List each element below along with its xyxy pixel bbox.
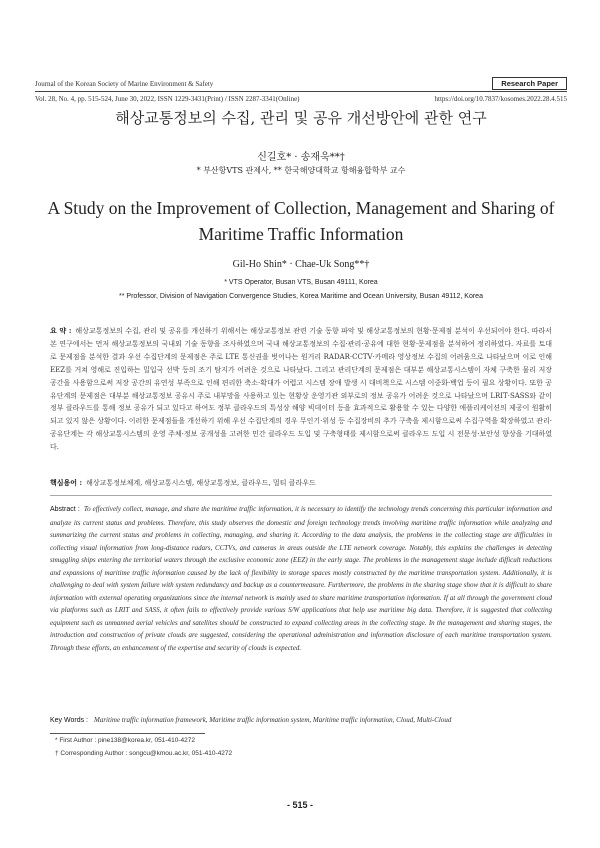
korean-abstract-text: 해상교통정보의 수집, 관리 및 공유를 개선하기 위해서는 해상교통정보 관련 기술 동향 파악 및 해상교통정보의 현황·문제점 분석이 우선되어야 한다. 따라서 본 연구에서는 먼저 해상교통정보의 국내외 기술 동향을 조사하였으며 국내 해상교통정보의 수집·관리·공유에 대한 현황·문제점을 분석하여 정리하였다. 자료를 토대로 문제점을 분석한 결과 우선 수집단계의 문제점은 주로 LTE 통신권을 벗어나는 원거리 RADAR·CCTV·카메라 영상정보 수집의 어려움으로 나타났으며 이로 인해 EEZ를 거쳐 영해로 진입하는 밀입국 선박 등의 조기 탐지가 어려운 것으로 나타났다. 그리고 관리단계의 문제점은 대부분 해상교통시스템이 자체 구축한 물리 저장 공간을 사용함으로써 저장 공간의 유연성 부족으로 인해 편리한 축소·확대가 어렵고 시스템 장애 발생 시 대비책으로 시스템 이중화·백업 등이 필요 상황이다. 또한 공유단계의 문제점은 대부분 해상교통정보 공유시 주로 내부망을 사용하고 있는 현황상 운영기관 외부로의 정보 공유가 어려운 것으로 나타났으며 LRIT·SASS와 같이 정부 클라우드를 통해 정보 공유가 되고 있다고 하여도 정부 클라우드의 특성상 해양 빅데이터 등을 효과적으로 활용할 수 있는 다양한 애플리케이션의 제공이 원활히 되고 있지 않은 상황이다. 이러한 문제점들을 개선하기 위해 우선 수집단계의 경우 무인기·위성 등 수집장비의 추가 구축을 제시함으로써 수집구역을 확장하였고 관리·공유단계는 각 해상교통시스템의 운영 주체·정보 공개성을 고려한 민간 클라우드 도입 및 구축형태를 제시함으로써 클라우드 도입 시 전문성·보안성 향상을 기대하였다. bbox=[50, 327, 553, 452]
korean-authors: 신길호* · 송재욱**† bbox=[257, 152, 345, 163]
english-affiliation-1: * VTS Operator, Busan VTS, Busan 49111, Korea bbox=[224, 279, 378, 286]
header-rule bbox=[35, 91, 567, 92]
english-keywords-text: Maritime traffic information framework, Maritime traffic information system, Maritime traffic information, Cloud, Multi-Cloud bbox=[94, 716, 452, 724]
english-abstract bbox=[50, 503, 552, 654]
volume-info: Vol. 28, No. 4, pp. 515-524, June 30, 2022, ISSN 1229-3431(Print) / ISSN 2287-3341(Online) bbox=[35, 95, 300, 103]
english-affiliation-2: ** Professor, Division of Navigation Convergence Studies, Korea Maritime and Ocean University, Busan 49112, Korea bbox=[119, 293, 483, 300]
english-authors: Gil-Ho Shin* · Chae-Uk Song**† bbox=[232, 259, 370, 270]
english-title: A Study on the Improvement of Collection, Management and Sharing of Maritime Traffic Information bbox=[47, 198, 555, 244]
korean-keywords-text: 해상교통정보체계, 해상교통시스템, 해상교통정보, 클라우드, 멀티 클라우드 bbox=[86, 479, 316, 487]
korean-affiliation: * 부산항VTS 관제사, ** 한국해양대학교 항해융합학부 교수 bbox=[196, 166, 406, 175]
korean-keywords-label: 핵심용어 : bbox=[50, 478, 83, 487]
journal-name: Journal of the Korean Society of Marine Environment & Safety bbox=[35, 80, 214, 88]
english-keywords bbox=[50, 716, 451, 724]
english-abstract-label: Abstract : bbox=[50, 506, 80, 513]
korean-keywords bbox=[50, 478, 552, 488]
korean-abstract-label: 요 약 : bbox=[50, 326, 72, 335]
korean-title: 해상교통정보의 수집, 관리 및 공유 개선방안에 관한 연구 bbox=[115, 109, 487, 127]
english-abstract-text: To effectively collect, manage, and share the maritime traffic information, it is necessary to identify the technology trends concerning this particular information and analyze its current status and problems. Therefore, this study observes the domestic and foreign technology trends involving maritime traffic information while analyzing and summarizing the current status and problems in collecting, managing, and sharing it. According to the data analysis, the problems in the collecting stage are difficulties in collecting visual information from long-distance radars, CCTVs, and cameras in areas outside the LTE network coverage. Notably, this explains the challenges in detecting smuggling ships entering the territorial waters through the exclusive economic zone (EEZ) in the early stage. The problems in the management stage include difficult reductions and expansions of maritime traffic information caused by the lack of flexibility in storage spaces mostly constructed by the maritime transportation system. Additionally, it is challenging to deal with system failure with system redundancy and backup as a countermeasure. Furthermore, the problems in the sharing stage show that it is difficult to share information with external operating organizations since the internal network is mainly used to share maritime transportation information. If at all through the government cloud via platforms such as LRIT and SASS, it often fails to effectively provide various S/W applications that help use maritime big data. Therefore, it is suggested that collecting equipment such as unmanned aerial vehicles and satellites should be constructed to expand collecting areas in the collecting stage. In the management and sharing stages, the introduction and construction of private clouds are suggested, considering the operational administration and information disclosure of each maritime transportation system. Through these efforts, an enhancement of the expertise and security of clouds is expected. bbox=[50, 505, 552, 652]
article-type-badge: Research Paper bbox=[492, 77, 567, 90]
korean-abstract bbox=[50, 325, 552, 454]
page-number: - 515 - bbox=[286, 800, 313, 810]
first-author-footnote: * First Author : pine138@korea.kr, 051-410-4272 bbox=[55, 737, 195, 744]
english-keywords-label: Key Words : bbox=[50, 717, 88, 724]
section-divider bbox=[50, 495, 552, 496]
corresponding-author-footnote: † Corresponding Author : songcu@kmou.ac.kr, 051-410-4272 bbox=[55, 750, 233, 757]
doi-link[interactable]: https://doi.org/10.7837/kosomes.2022.28.4.515 bbox=[434, 95, 567, 103]
footnote-rule bbox=[50, 733, 205, 734]
